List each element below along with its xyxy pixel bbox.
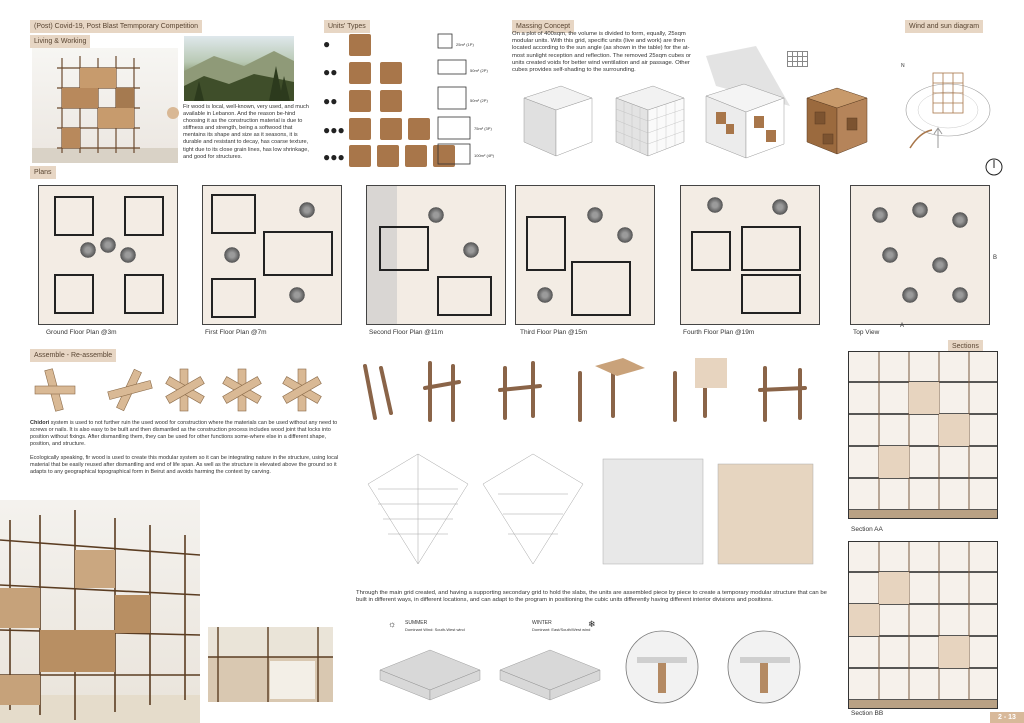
unit-cube: [380, 90, 402, 112]
summer-subtitle: Dominant Wind: South-West wind: [405, 627, 465, 632]
massing-cube-solid: [516, 80, 598, 162]
section-bb-drawing: [848, 541, 998, 709]
unit-cube: [380, 62, 402, 84]
grid-text: Through the main grid created, and having a supporting secondary grid to hold the slabs, the units are assembled piece by piece to create a temporary modular structure that can be built in different ways, in different locations, and can adapt to the program in positioning the cubic units differently having different interior divisions and positions.: [356, 590, 827, 604]
ground-floor-plan: [38, 185, 178, 325]
top-view-plan: [850, 185, 990, 325]
summer-label: SUMMER: [405, 620, 428, 626]
massing-voids-cube: [797, 78, 877, 162]
unit-cube: [349, 90, 371, 112]
assemble-label: Assemble - Re-assemble: [30, 349, 116, 362]
person-icon: ●: [323, 37, 331, 51]
unit-cube: [380, 118, 402, 140]
winter-label: WINTER: [532, 620, 552, 626]
living-working-label: Living & Working: [30, 35, 90, 48]
unit-cube: [349, 34, 371, 56]
fir-wood-text: Fir wood is local, well-known, very used, and much available in Lebanon. And the reason be-hind choosing it as the construction material is due to stiffness and strength, being a softwood that mentains its shape and size as it seasons, it is durable and resistant to decay, has coarse texture, tight due to its close grain lines, has low shrinkage, and good for structures.: [183, 104, 309, 160]
building-render-small: [32, 48, 178, 163]
family-icon: ●●●: [323, 150, 345, 164]
winter-subtitle: Dominant: East/South/West wind: [532, 627, 591, 632]
structure-grids: [358, 444, 838, 574]
detail-circles: [622, 607, 802, 717]
units-types-label: Units' Types: [324, 20, 370, 33]
chidori-body: system is used to not further ruin the used wood for construction where the materials can be used without any need to screws or nails. It is also easy to be built and then dismantled as the construction process includes wood joint that locks into position without fixings. After dismantling them, they can be used for other functions some-where else in a different shape, position, and structure.: [30, 420, 338, 448]
section-mark-b: B: [993, 255, 998, 261]
unit-area-4: 75m² (3P): [474, 126, 492, 131]
people-icon: ●●: [323, 65, 338, 79]
unit-area-2: 50m² (2P): [470, 68, 488, 73]
first-floor-plan: [202, 185, 342, 325]
unit-area-1: 25m² (1P): [456, 42, 474, 47]
unit-cube: [349, 62, 371, 84]
competition-title: (Post) Covid-19, Post Blast Temmporary Competition: [30, 20, 202, 33]
chidori-joints: [30, 364, 350, 414]
massing-text: On a plot of 400sqm, the volume is divided to form, equally, 25sqm modular units. With this grid, specific units (live and work) are then located according to the sun angle (as shown in the table) for the at-most sunlight reception and reflection. The removed 25sqm cubes or units created voids for better wind ventilation and air passage. Other cubes provides self-shading to the surrounding.: [512, 31, 691, 74]
massing-concept-label: Massing Concept: [512, 20, 574, 33]
north-arrow-icon: [985, 158, 1003, 176]
section-bb-caption: Section BB: [851, 710, 884, 717]
snowflake-icon: ❄: [588, 619, 596, 629]
caption-first-floor: First Floor Plan @7m: [205, 329, 267, 336]
eco-text: Ecologically speaking, fir wood is used to create this modular system so it can be integrating nature in the structure, using local material that be easily reused after dismantling and end of life span. As well as the structure is elevated above the ground so it adapts to any geographical topographical form in Beirut and avoids harming the context by carving.: [30, 455, 339, 476]
section-aa-drawing: [848, 351, 998, 519]
caption-top-view: Top View: [853, 329, 880, 336]
massing-sun-cube: [696, 46, 792, 164]
plans-label: Plans: [30, 166, 56, 179]
sun-icon: ☼: [388, 619, 397, 629]
chidori-text: [30, 420, 345, 448]
fourth-floor-plan: [680, 185, 820, 325]
seasonal-diagrams: [370, 640, 610, 710]
unit-area-5: 100m² (4P): [474, 153, 495, 158]
chidori-bold: Chidori: [30, 420, 50, 426]
caption-second-floor: Second Floor Plan @11m: [369, 329, 444, 336]
forest-photo: [184, 36, 294, 101]
people-icon: ●●: [323, 94, 338, 108]
building-render-large: [0, 500, 200, 723]
section-aa-caption: Section AA: [851, 526, 883, 533]
sections-label: Sections: [948, 340, 983, 353]
sun-angle-table: [787, 51, 808, 67]
family-icon: ●●●: [323, 123, 345, 137]
interior-render: [208, 627, 333, 702]
massing-cube-grid: [608, 80, 690, 162]
caption-fourth-floor: Fourth Floor Plan @19m: [683, 329, 755, 336]
unit-cube: [408, 118, 430, 140]
section-mark-a: A: [900, 323, 905, 329]
unit-cube: [377, 145, 399, 167]
unit-cube: [349, 145, 371, 167]
wind-sun-diagram: [898, 48, 998, 158]
caption-ground-floor: Ground Floor Plan @3m: [46, 329, 117, 336]
page-number: 2 - 13: [990, 712, 1024, 723]
caption-third-floor: Third Floor Plan @15m: [520, 329, 588, 336]
third-floor-plan: [515, 185, 655, 325]
wood-swatch: [167, 107, 179, 119]
second-floor-plan: [366, 185, 506, 325]
unit-cube: [349, 118, 371, 140]
wind-sun-label: Wind and sun diagram: [905, 20, 983, 33]
unit-area-3: 50m² (2P): [470, 98, 488, 103]
unit-cube: [405, 145, 427, 167]
assembly-sequence: [355, 358, 835, 428]
north-label: N: [901, 63, 905, 69]
